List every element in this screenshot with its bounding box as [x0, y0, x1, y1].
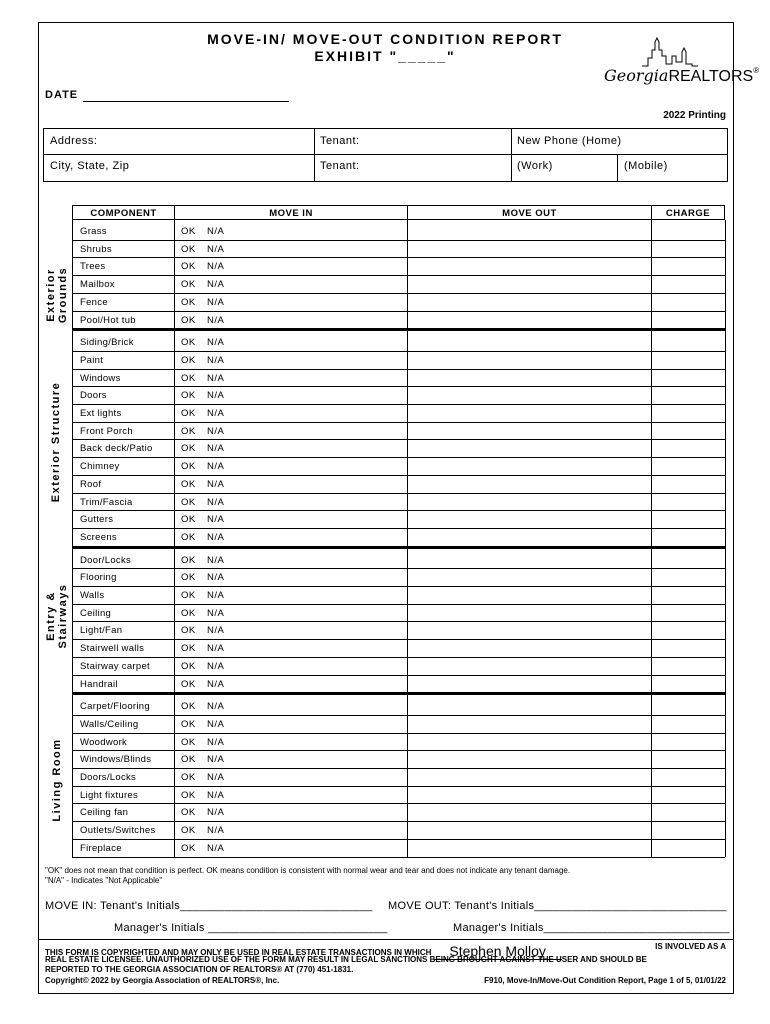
ok-option[interactable]: OK: [181, 772, 196, 783]
move-in-tenant-initials[interactable]: MOVE IN: Tenant's Initials______________________________: [45, 900, 373, 912]
na-option[interactable]: N/A: [207, 754, 225, 766]
move-out-cell[interactable]: [408, 275, 651, 293]
move-out-cell[interactable]: [408, 240, 651, 258]
header-charge: CHARGE: [651, 205, 725, 220]
charge-cell[interactable]: [652, 803, 725, 821]
ok-option[interactable]: OK: [181, 296, 196, 308]
move-out-cell[interactable]: [408, 311, 651, 329]
table-row: [72, 568, 725, 586]
ok-option[interactable]: OK: [181, 390, 196, 402]
move-out-cell[interactable]: [408, 821, 651, 839]
move-out-cell[interactable]: [408, 333, 651, 351]
ok-option[interactable]: OK: [181, 554, 196, 566]
component-label: Ceiling fan: [80, 807, 129, 819]
row-divider: [72, 857, 725, 858]
move-out-manager-initials[interactable]: Manager's Initials_____________________________: [453, 922, 730, 934]
table-row: [72, 733, 725, 751]
tenant-field-1[interactable]: Tenant:: [320, 135, 360, 147]
section-label-exterior-structure: Exterior Structure: [50, 381, 62, 503]
charge-cell[interactable]: [652, 510, 725, 528]
section-label-exterior-grounds: Exterior Grounds: [45, 266, 69, 324]
charge-cell[interactable]: [652, 675, 725, 693]
charge-cell[interactable]: [652, 733, 725, 751]
charge-cell[interactable]: [652, 551, 725, 569]
na-option[interactable]: N/A: [207, 337, 225, 349]
na-option[interactable]: N/A: [207, 261, 225, 273]
component-label: Flooring: [80, 572, 117, 584]
column-divider: [651, 220, 652, 857]
ok-option[interactable]: OK: [181, 337, 196, 349]
component-label: Doors: [80, 390, 107, 402]
section-divider: [72, 692, 725, 695]
ok-option[interactable]: OK: [181, 701, 196, 713]
ok-option[interactable]: OK: [181, 807, 196, 819]
charge-cell[interactable]: [652, 568, 725, 586]
move-in-manager-initials[interactable]: Manager's Initials ____________________________: [114, 922, 388, 934]
component-label: Back deck/Patio: [80, 443, 153, 455]
ok-option[interactable]: OK: [181, 718, 196, 730]
move-out-cell[interactable]: [408, 675, 651, 693]
charge-cell[interactable]: [652, 639, 725, 657]
charge-cell[interactable]: [652, 621, 725, 639]
section-divider: [72, 328, 725, 331]
charge-cell[interactable]: [652, 386, 725, 404]
ok-option[interactable]: OK: [181, 643, 196, 655]
component-label: Pool/Hot tub: [80, 314, 136, 326]
ok-option[interactable]: OK: [181, 607, 196, 619]
charge-cell[interactable]: [652, 333, 725, 351]
ok-option[interactable]: OK: [181, 754, 196, 766]
na-option[interactable]: N/A: [207, 607, 225, 619]
component-label: Walls: [80, 590, 105, 601]
na-option[interactable]: N/A: [207, 314, 225, 326]
ok-option[interactable]: OK: [181, 789, 196, 801]
component-label: Carpet/Flooring: [80, 701, 150, 713]
exhibit-label: EXHIBIT "_____": [314, 48, 456, 64]
charge-cell[interactable]: [652, 240, 725, 258]
ok-option[interactable]: OK: [181, 625, 196, 637]
table-row: [72, 386, 725, 404]
header-move-out: MOVE OUT: [407, 205, 652, 220]
charge-cell[interactable]: [652, 311, 725, 329]
charge-cell[interactable]: [652, 257, 725, 275]
na-option[interactable]: N/A: [207, 496, 225, 508]
charge-cell[interactable]: [652, 839, 725, 857]
charge-cell[interactable]: [652, 475, 725, 493]
table-row: [72, 293, 725, 311]
component-label: Door/Locks: [80, 554, 132, 566]
table-row: [72, 333, 725, 351]
georgia-realtors-logo: GeorgiaREALTORS®: [604, 66, 760, 85]
table-row: [72, 839, 725, 857]
copyright-notice-line1: THIS FORM IS COPYRIGHTED AND MAY ONLY BE USED IN REAL ESTATE TRANSACTIONS IN WHICH Stephen Molloy IS INVOLVED AS A: [45, 942, 726, 959]
table-row: [72, 586, 725, 604]
table-row: [72, 404, 725, 422]
home-phone-field[interactable]: New Phone (Home): [517, 135, 622, 147]
move-out-cell[interactable]: [408, 439, 651, 457]
component-label: Light/Fan: [80, 625, 123, 637]
na-option[interactable]: N/A: [207, 772, 225, 783]
printing-year: 2022 Printing: [663, 110, 726, 121]
na-option[interactable]: N/A: [207, 372, 225, 384]
ok-option[interactable]: OK: [181, 408, 196, 419]
move-out-cell[interactable]: [408, 786, 651, 804]
na-option[interactable]: N/A: [207, 514, 225, 526]
na-option[interactable]: N/A: [207, 425, 225, 437]
move-out-cell[interactable]: [408, 604, 651, 622]
na-option[interactable]: N/A: [207, 296, 225, 308]
column-divider: [72, 220, 73, 857]
table-row: [72, 551, 725, 569]
mobile-phone-field[interactable]: (Mobile): [624, 160, 668, 172]
table-row: [72, 510, 725, 528]
component-label: Paint: [80, 354, 104, 366]
component-label: Walls/Ceiling: [80, 718, 139, 730]
table-row: [72, 657, 725, 675]
ok-option[interactable]: OK: [181, 425, 196, 437]
ok-option[interactable]: OK: [181, 825, 196, 837]
component-label: Front Porch: [80, 425, 133, 437]
move-out-cell[interactable]: [408, 257, 651, 275]
ok-option[interactable]: OK: [181, 842, 196, 854]
component-label: Light fixtures: [80, 789, 139, 801]
column-divider: [174, 220, 175, 857]
move-out-cell[interactable]: [408, 457, 651, 475]
ok-option[interactable]: OK: [181, 243, 196, 255]
na-option[interactable]: N/A: [207, 643, 225, 655]
move-out-cell[interactable]: [408, 528, 651, 546]
header-component: COMPONENT: [72, 205, 175, 220]
table-row: [72, 697, 725, 715]
na-option[interactable]: N/A: [207, 825, 225, 837]
charge-cell[interactable]: [652, 528, 725, 546]
move-out-cell[interactable]: [408, 422, 651, 440]
move-out-cell[interactable]: [408, 657, 651, 675]
component-label: Ext lights: [80, 408, 122, 419]
na-option[interactable]: N/A: [207, 842, 225, 854]
charge-cell[interactable]: [652, 786, 725, 804]
move-out-cell[interactable]: [408, 639, 651, 657]
table-row: [72, 311, 725, 329]
na-option[interactable]: N/A: [207, 354, 225, 366]
section-label-living-room: Living Room: [51, 738, 63, 822]
ok-option[interactable]: OK: [181, 678, 196, 690]
move-out-cell[interactable]: [408, 551, 651, 569]
ok-option[interactable]: OK: [181, 514, 196, 526]
charge-cell[interactable]: [652, 293, 725, 311]
component-label: Handrail: [80, 678, 118, 690]
move-out-cell[interactable]: [408, 768, 651, 786]
move-out-cell[interactable]: [408, 222, 651, 240]
na-option[interactable]: N/A: [207, 390, 225, 402]
property-info-box: [43, 128, 728, 182]
ok-definition-note: "OK" does not mean that condition is perfect. OK means condition is consistent with normal wear and tear and does not indicate any tenant damage.: [45, 866, 571, 875]
na-option[interactable]: N/A: [207, 408, 225, 419]
table-row: [72, 639, 725, 657]
move-out-cell[interactable]: [408, 493, 651, 511]
na-option[interactable]: N/A: [207, 736, 225, 748]
form-title: MOVE-IN/ MOVE-OUT CONDITION REPORT: [207, 31, 563, 47]
table-row: [72, 786, 725, 804]
charge-cell[interactable]: [652, 351, 725, 369]
move-out-cell[interactable]: [408, 697, 651, 715]
table-row: [72, 422, 725, 440]
table-row: [72, 257, 725, 275]
component-label: Fireplace: [80, 842, 122, 854]
ok-option[interactable]: OK: [181, 314, 196, 326]
charge-cell[interactable]: [652, 422, 725, 440]
component-label: Woodwork: [80, 736, 128, 748]
ok-option[interactable]: OK: [181, 572, 196, 584]
na-option[interactable]: N/A: [207, 243, 225, 255]
date-label: DATE: [45, 89, 79, 101]
move-out-cell[interactable]: [408, 733, 651, 751]
na-option[interactable]: N/A: [207, 443, 225, 455]
table-row: [72, 768, 725, 786]
ok-option[interactable]: OK: [181, 478, 196, 490]
table-row: [72, 457, 725, 475]
charge-cell[interactable]: [652, 604, 725, 622]
table-row: [72, 675, 725, 693]
copyright-notice-line3: REPORTED TO THE GEORGIA ASSOCIATION OF REALTORS® AT (770) 451-1831.: [45, 965, 354, 974]
table-row: [72, 475, 725, 493]
move-out-cell[interactable]: [408, 386, 651, 404]
table-row: [72, 439, 725, 457]
na-option[interactable]: N/A: [207, 789, 225, 801]
na-option[interactable]: N/A: [207, 660, 225, 672]
component-label: Outlets/Switches: [80, 825, 156, 837]
table-row: [72, 604, 725, 622]
ok-option[interactable]: OK: [181, 261, 196, 273]
table-row: [72, 275, 725, 293]
component-label: Ceiling: [80, 607, 112, 619]
work-phone-field[interactable]: (Work): [517, 160, 553, 172]
move-out-cell[interactable]: [408, 750, 651, 768]
charge-cell[interactable]: [652, 457, 725, 475]
move-out-cell[interactable]: [408, 293, 651, 311]
na-option[interactable]: N/A: [207, 701, 225, 713]
table-row: [72, 222, 725, 240]
ok-option[interactable]: OK: [181, 531, 196, 543]
na-option[interactable]: N/A: [207, 226, 225, 237]
move-out-cell[interactable]: [408, 586, 651, 604]
ok-option[interactable]: OK: [181, 354, 196, 366]
component-label: Gutters: [80, 514, 114, 526]
component-label: Trees: [80, 261, 106, 273]
charge-cell[interactable]: [652, 404, 725, 422]
move-out-cell[interactable]: [408, 404, 651, 422]
move-out-cell[interactable]: [408, 510, 651, 528]
charge-cell[interactable]: [652, 439, 725, 457]
copyright-line: Copyright© 2022 by Georgia Association of REALTORS®, Inc.: [45, 976, 280, 985]
ok-option[interactable]: OK: [181, 590, 196, 601]
na-option[interactable]: N/A: [207, 718, 225, 730]
move-out-tenant-initials[interactable]: MOVE OUT: Tenant's Initials______________________________: [388, 900, 727, 912]
component-label: Stairwell walls: [80, 643, 145, 655]
ok-option[interactable]: OK: [181, 443, 196, 455]
ok-option[interactable]: OK: [181, 496, 196, 508]
na-option[interactable]: N/A: [207, 554, 225, 566]
na-option[interactable]: N/A: [207, 807, 225, 819]
charge-cell[interactable]: [652, 222, 725, 240]
move-out-cell[interactable]: [408, 803, 651, 821]
component-label: Shrubs: [80, 243, 112, 255]
ok-option[interactable]: OK: [181, 372, 196, 384]
ok-option[interactable]: OK: [181, 461, 196, 473]
table-row: [72, 821, 725, 839]
charge-cell[interactable]: [652, 697, 725, 715]
table-row: [72, 369, 725, 387]
component-label: Stairway carpet: [80, 660, 150, 672]
component-label: Chimney: [80, 461, 120, 473]
charge-cell[interactable]: [652, 275, 725, 293]
charge-cell[interactable]: [652, 369, 725, 387]
charge-cell[interactable]: [652, 586, 725, 604]
charge-cell[interactable]: [652, 821, 725, 839]
component-label: Fence: [80, 296, 108, 308]
na-option[interactable]: N/A: [207, 478, 225, 490]
column-divider: [407, 220, 408, 857]
move-out-cell[interactable]: [408, 568, 651, 586]
table-row: [72, 750, 725, 768]
na-option[interactable]: N/A: [207, 572, 225, 584]
column-divider: [725, 220, 726, 857]
component-label: Windows: [80, 372, 121, 384]
charge-cell[interactable]: [652, 750, 725, 768]
ok-option[interactable]: OK: [181, 660, 196, 672]
form-id: F910, Move-In/Move-Out Condition Report, Page 1 of 5, 01/01/22: [484, 976, 726, 985]
component-label: Windows/Blinds: [80, 754, 152, 766]
section-label-entry-stairways: Entry & Stairways: [45, 583, 69, 649]
tenant-field-2[interactable]: Tenant:: [320, 160, 360, 172]
move-out-cell[interactable]: [408, 621, 651, 639]
move-out-cell[interactable]: [408, 715, 651, 733]
charge-cell[interactable]: [652, 768, 725, 786]
date-field[interactable]: [83, 101, 289, 102]
charge-cell[interactable]: [652, 493, 725, 511]
ok-option[interactable]: OK: [181, 279, 196, 291]
na-option[interactable]: N/A: [207, 531, 225, 543]
na-option[interactable]: N/A: [207, 590, 225, 601]
licensee-name: Stephen Molloy: [449, 943, 546, 959]
na-option[interactable]: N/A: [207, 625, 225, 637]
table-row: [72, 351, 725, 369]
footer-divider: [38, 939, 734, 940]
component-label: Siding/Brick: [80, 337, 134, 349]
na-option[interactable]: N/A: [207, 461, 225, 473]
component-label: Mailbox: [80, 279, 115, 291]
move-out-cell[interactable]: [408, 351, 651, 369]
copyright-notice-line2: REAL ESTATE LICENSEE. UNAUTHORIZED USE OF THE FORM MAY RESULT IN LEGAL SANCTIONS BEING BROUGHT AGAINST THE USER AND SHOULD BE: [45, 955, 647, 964]
charge-cell[interactable]: [652, 715, 725, 733]
ok-option[interactable]: OK: [181, 736, 196, 748]
section-divider: [72, 546, 725, 549]
table-row: [72, 493, 725, 511]
component-label: Grass: [80, 226, 107, 237]
na-option[interactable]: N/A: [207, 678, 225, 690]
table-row: [72, 240, 725, 258]
city-state-zip-field[interactable]: City, State, Zip: [50, 160, 130, 172]
na-definition-note: "N/A" - Indicates "Not Applicable": [45, 876, 163, 885]
header-move-in: MOVE IN: [174, 205, 408, 220]
charge-cell[interactable]: [652, 657, 725, 675]
move-out-cell[interactable]: [408, 369, 651, 387]
component-label: Roof: [80, 478, 102, 490]
na-option[interactable]: N/A: [207, 279, 225, 291]
component-label: Trim/Fascia: [80, 496, 133, 508]
table-row: [72, 621, 725, 639]
table-row: [72, 715, 725, 733]
move-out-cell[interactable]: [408, 475, 651, 493]
component-label: Doors/Locks: [80, 772, 137, 783]
ok-option[interactable]: OK: [181, 226, 196, 237]
component-label: Screens: [80, 531, 117, 543]
address-field[interactable]: Address:: [50, 135, 98, 147]
table-row: [72, 803, 725, 821]
table-row: [72, 528, 725, 546]
move-out-cell[interactable]: [408, 839, 651, 857]
